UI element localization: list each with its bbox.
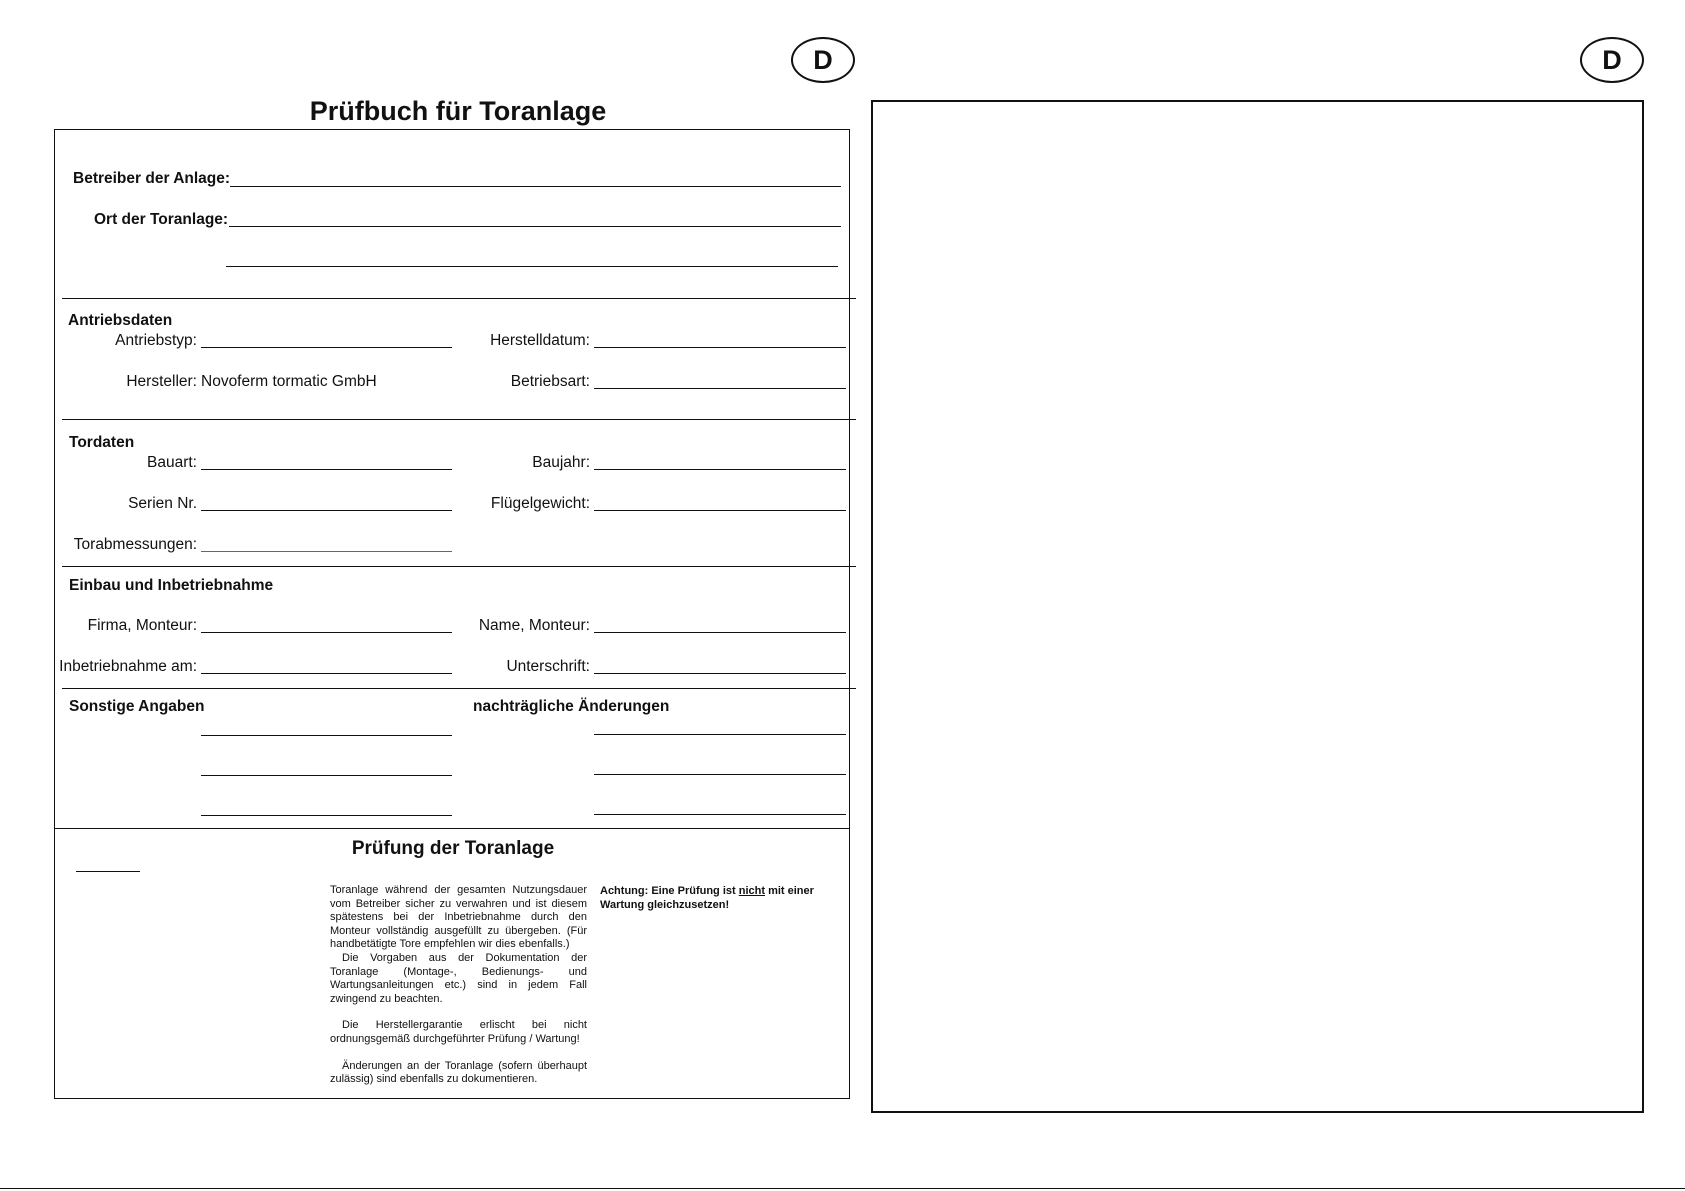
page-title: Prüfbuch für Toranlage bbox=[309, 96, 607, 126]
aenderungen-field-1[interactable] bbox=[594, 734, 846, 735]
herstelldatum-field[interactable] bbox=[594, 347, 846, 348]
sonstige-field-2[interactable] bbox=[201, 775, 452, 776]
sonstige-field-3[interactable] bbox=[201, 815, 452, 816]
blank-page-frame bbox=[871, 100, 1644, 1113]
aenderungen-field-2[interactable] bbox=[594, 774, 846, 775]
unterschrift-field[interactable] bbox=[594, 673, 846, 674]
language-badge-left: D bbox=[791, 37, 855, 83]
pruefung-paragraph-4: Änderungen an der Toranlage (sofern überhaupt zulässig) sind ebenfalls zu dokumentieren. bbox=[330, 1059, 587, 1086]
pruefung-title: Prüfung der Toranlage bbox=[351, 838, 555, 859]
fluegelgewicht-field[interactable] bbox=[594, 510, 846, 511]
sonstige-heading: Sonstige Angaben bbox=[69, 698, 205, 715]
bauart-field[interactable] bbox=[201, 469, 452, 470]
aenderungen-heading: nachträgliche Änderungen bbox=[473, 698, 670, 715]
warning-note bbox=[600, 884, 830, 912]
hersteller-label: Hersteller: bbox=[126, 373, 197, 390]
inbetriebnahme-label: Inbetriebnahme am: bbox=[59, 658, 197, 675]
antriebstyp-label: Antriebstyp: bbox=[115, 332, 197, 349]
section-divider bbox=[62, 688, 856, 689]
betreiber-field[interactable] bbox=[230, 186, 841, 187]
pruefung-text bbox=[330, 884, 587, 1087]
section-divider bbox=[54, 828, 850, 829]
herstelldatum-label: Herstelldatum: bbox=[490, 332, 590, 349]
section-divider bbox=[62, 298, 856, 299]
betriebsart-field[interactable] bbox=[594, 388, 846, 389]
name-monteur-label: Name, Monteur: bbox=[478, 617, 590, 634]
section-divider bbox=[62, 566, 856, 567]
serien-label: Serien Nr. bbox=[128, 495, 197, 512]
warning-prefix: Achtung: Eine Prüfung ist bbox=[600, 885, 736, 897]
page-bottom-edge bbox=[0, 1188, 1685, 1189]
warning-suffix: mit einer Wartung gleichzusetzen! bbox=[600, 885, 814, 911]
name-monteur-field[interactable] bbox=[594, 632, 846, 633]
pruefung-paragraph-2: Die Vorgaben aus der Dokumentation der Toranlage (Montage-, Bedienungs- und Wartungsanleitungen etc.) sind in jedem Fall zwingend zu beachten. bbox=[330, 951, 587, 1005]
hersteller-value: Novoferm tormatic GmbH bbox=[201, 373, 377, 390]
betriebsart-label: Betriebsart: bbox=[510, 373, 590, 390]
firma-label: Firma, Monteur: bbox=[87, 617, 197, 634]
antriebstyp-field[interactable] bbox=[201, 347, 452, 348]
ort-label: Ort der Toranlage: bbox=[94, 211, 229, 228]
firma-field[interactable] bbox=[201, 632, 452, 633]
language-badge-right: D bbox=[1580, 37, 1644, 83]
baujahr-field[interactable] bbox=[594, 469, 846, 470]
ort-field-line-2[interactable] bbox=[226, 266, 838, 267]
paragraph-spacer bbox=[330, 1006, 587, 1019]
torabmessungen-label: Torabmessungen: bbox=[73, 536, 197, 553]
inbetriebnahme-field[interactable] bbox=[201, 673, 452, 674]
ort-field[interactable] bbox=[229, 226, 841, 227]
short-rule bbox=[76, 871, 140, 872]
paragraph-spacer bbox=[330, 1047, 587, 1060]
pruefung-paragraph-3: Die Herstellergarantie erlischt bei nicht ordnungsgemäß durchgeführter Prüfung / Wartung! bbox=[330, 1019, 587, 1045]
serien-field[interactable] bbox=[201, 510, 452, 511]
aenderungen-field-3[interactable] bbox=[594, 814, 846, 815]
sonstige-field-1[interactable] bbox=[201, 735, 452, 736]
torabmessungen-field[interactable] bbox=[201, 551, 452, 552]
section-divider bbox=[62, 419, 856, 420]
antrieb-heading: Antriebsdaten bbox=[68, 312, 173, 329]
baujahr-label: Baujahr: bbox=[532, 454, 590, 471]
fluegelgewicht-label: Flügelgewicht: bbox=[490, 495, 590, 512]
unterschrift-label: Unterschrift: bbox=[506, 658, 590, 675]
betreiber-label: Betreiber der Anlage: bbox=[73, 170, 231, 187]
tor-heading: Tordaten bbox=[69, 434, 135, 451]
einbau-heading: Einbau und Inbetriebnahme bbox=[69, 577, 274, 594]
pruefung-paragraph-1: Toranlage während der gesamten Nutzungsdauer vom Betreiber sicher zu verwahren und ist diesem spätestens bei der Inbetriebnahme durch den Monteur vollständig ausgefüllt zu übergeben. (Für handbetätigte Tore empfehlen wir dies ebenfalls.) bbox=[330, 884, 587, 951]
warning-underlined: nicht bbox=[738, 885, 766, 897]
bauart-label: Bauart: bbox=[147, 454, 197, 471]
